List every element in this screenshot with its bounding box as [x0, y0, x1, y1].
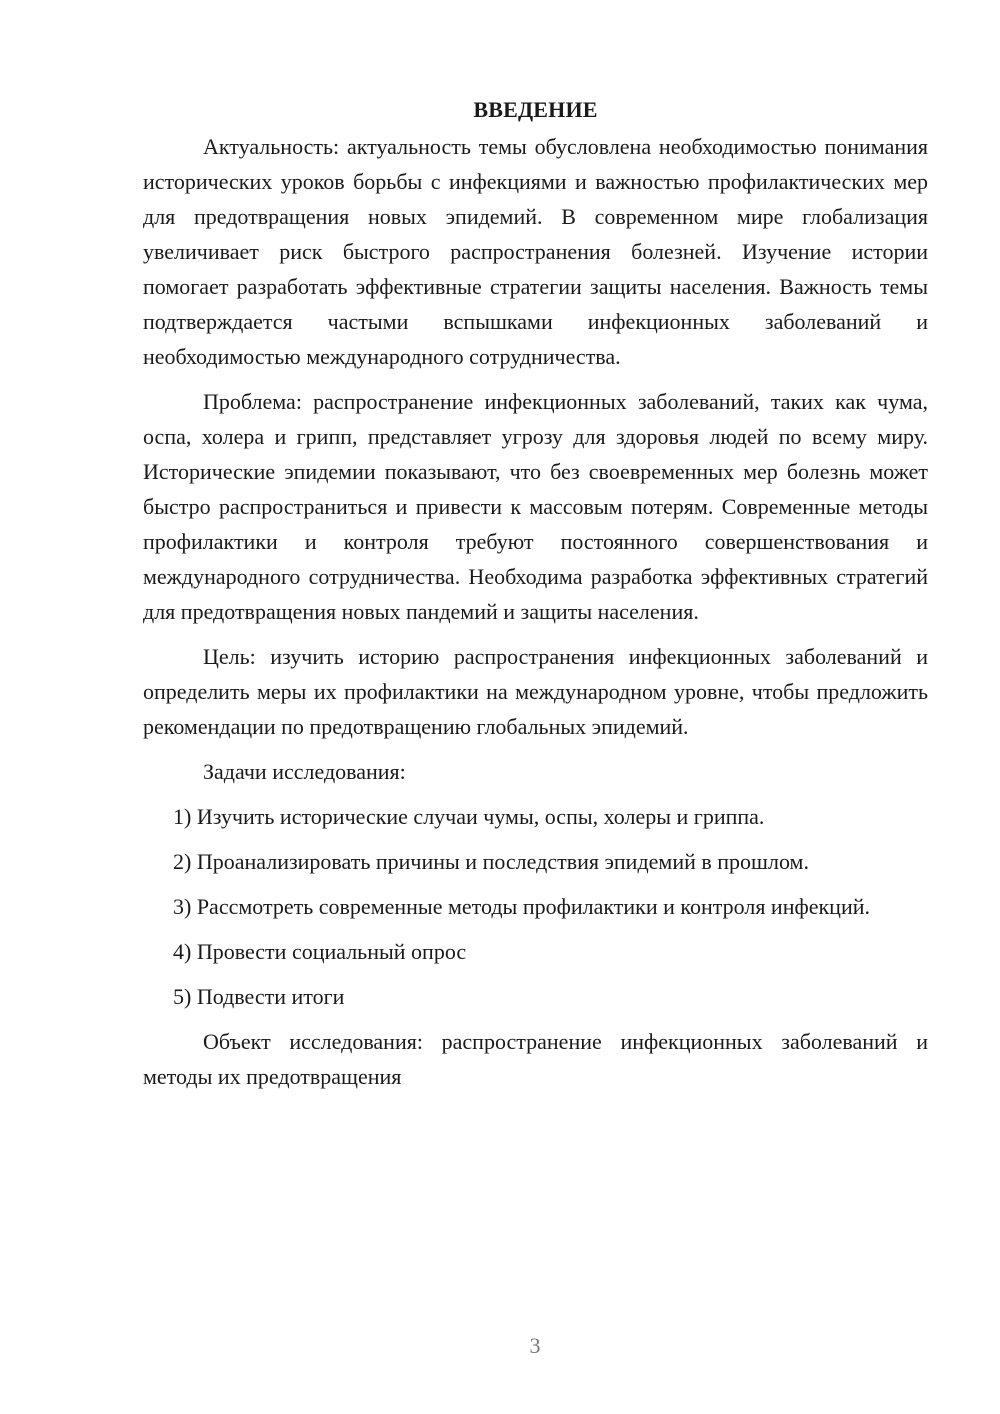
- problem-paragraph: Проблема: распространение инфекционных заболеваний, таких как чума, оспа, холера и грипп, представляет угрозу для здоровья людей по всему миру. Исторические эпидемии показывают, что без своевременных мер болезнь может быстро распространиться и привести к массовым потерям. Современные методы профилактики и контроля требуют постоянного совершенствования и международного сотрудничества. Необходима разработка эффективных стратегий для предотвращения новых пандемий и защиты населения.: [143, 389, 928, 624]
- page-number: 3: [529, 1333, 541, 1358]
- object-paragraph: Объект исследования: распространение инфекционных заболеваний и методы их предотвращения: [143, 1029, 928, 1089]
- relevance-paragraph: Актуальность: актуальность темы обусловлена необходимостью понимания исторических уроков борьбы с инфекциями и важностью профилактических мер для предотвращения новых эпидемий. В современном мире глобализация увеличивает риск быстрого распространения болезней. Изучение истории помогает разработать эффективные стратегии защиты населения. Важность темы подтверждается частыми вспышками инфекционных заболеваний и необходимостью международного сотрудничества.: [143, 134, 928, 369]
- section-heading: ВВЕДЕНИЕ: [473, 97, 598, 122]
- task-item-2: 2) Проанализировать причины и последствия эпидемий в прошлом.: [173, 849, 809, 874]
- tasks-list: [143, 799, 928, 1014]
- task-item-3: 3) Рассмотреть современные методы профилактики и контроля инфекций.: [173, 894, 871, 919]
- task-item-5: 5) Подвести итоги: [173, 984, 345, 1009]
- task-item-1: 1) Изучить исторические случаи чумы, оспы, холеры и гриппа.: [173, 804, 765, 829]
- document-page: [143, 92, 928, 1104]
- task-item-4: 4) Провести социальный опрос: [173, 939, 467, 964]
- tasks-title: Задачи исследования:: [203, 759, 406, 784]
- goal-paragraph: Цель: изучить историю распространения инфекционных заболеваний и определить меры их профилактики на международном уровне, чтобы предложить рекомендации по предотвращению глобальных эпидемий.: [143, 644, 928, 739]
